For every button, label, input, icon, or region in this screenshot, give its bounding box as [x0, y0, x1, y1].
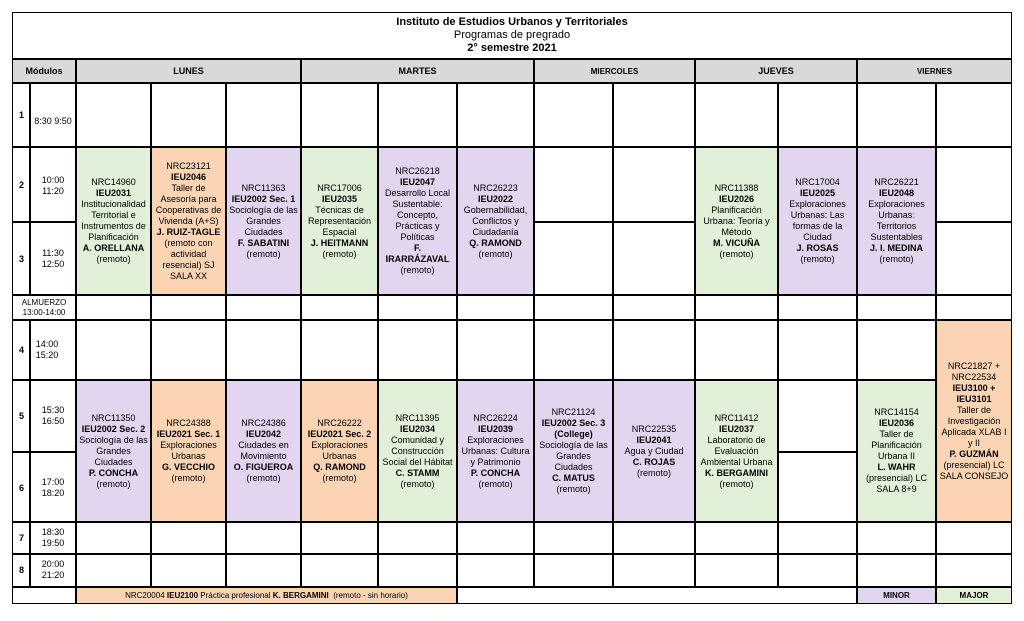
course-block [378, 380, 457, 522]
schedule-cell [778, 295, 857, 320]
course-text [79, 413, 148, 490]
schedule-cell [76, 295, 151, 320]
course-code: IEU2026 [718, 193, 755, 204]
semester-label: 2° semestre 2021 [467, 42, 557, 54]
course-code: IEU2037 [718, 423, 755, 434]
almuerzo-cell [12, 295, 76, 320]
course-prof-last: ORELLANA [94, 243, 145, 253]
course-name: Taller de Asesoría para Cooperativas de Vivienda (A+S) [155, 182, 222, 226]
course-prof-last: SABATINI [247, 237, 290, 248]
course-prof-last: VECCHIO [174, 462, 216, 472]
course-prof-initial: J. [310, 237, 319, 248]
course-mode: (remoto) [246, 473, 281, 483]
course-prof-last: STAMM [407, 467, 440, 478]
module-number: 5 [19, 411, 25, 421]
course-nrc: NRC11395 [395, 412, 440, 423]
course-text [537, 407, 610, 495]
course-nrc: NRC24388 [166, 418, 211, 428]
schedule-cell [378, 83, 457, 147]
schedule-cell [857, 320, 936, 380]
course-name: Exploraciones Urbanas: Territorios Sustentables [868, 199, 925, 242]
schedule-cell [857, 83, 936, 147]
course-prof-last: RAMOND [325, 462, 366, 472]
course-prof-initial: C. [552, 473, 562, 483]
course-prof-initial: F. [413, 243, 421, 253]
schedule-cell [151, 83, 226, 147]
course-text [860, 177, 933, 265]
course-nrc: NRC22535 [631, 423, 677, 434]
course-nrc: NRC21827 + NRC22534 [947, 360, 1001, 382]
course-text [229, 418, 298, 484]
course-block [936, 320, 1012, 522]
course-code: IEU2025 [799, 188, 836, 198]
module-number: 7 [19, 533, 25, 543]
schedule-cell [301, 83, 378, 147]
schedule-cell [151, 522, 226, 554]
schedule-cell [778, 320, 857, 380]
course-text [624, 424, 683, 479]
course-text [154, 161, 223, 282]
course-block [76, 147, 151, 295]
schedule-cell [457, 320, 534, 380]
course-code: IEU2047 [399, 177, 436, 187]
course-mode: (remoto) [246, 248, 281, 259]
schedule-cell [778, 452, 857, 522]
course-name: Laboratorio de Evaluación Ambiental Urbana [700, 434, 773, 467]
course-name: Institucionalidad Territorial e Instrumentos de Planificación [81, 199, 146, 242]
schedule-cell [857, 295, 936, 320]
schedule-cell [936, 83, 1012, 147]
course-text [939, 361, 1009, 482]
module-number: 2 [19, 180, 25, 190]
course-prof-initial: L. [877, 462, 886, 472]
header-martes: MARTES [301, 59, 534, 83]
header-jueves: JUEVES [695, 59, 857, 83]
course-nrc: NRC14960 [91, 177, 136, 187]
course-block [695, 147, 778, 295]
schedule-cell [778, 554, 857, 587]
schedule-cell [613, 295, 695, 320]
module-time: 14:00 15:20 [35, 339, 59, 360]
course-nrc: NRC11363 [241, 182, 286, 193]
course-code: IEU2046 [170, 171, 207, 182]
course-mode: (remoto) [322, 473, 357, 483]
schedule-cell [695, 295, 778, 320]
course-prof-last: IRARRÁZAVAL [385, 254, 450, 264]
course-mode: (remoto) [400, 265, 435, 275]
module-time-cell [30, 83, 76, 147]
schedule-cell [936, 222, 1012, 295]
course-mode: (remoto) [879, 254, 914, 264]
schedule-cell [76, 554, 151, 587]
module-time: 20:00 21:20 [41, 559, 65, 580]
practica-name: Práctica profesional [200, 591, 271, 600]
course-text [460, 183, 531, 260]
practica-code: IEU2100 [166, 591, 199, 600]
schedule-cell [457, 295, 534, 320]
course-name: Desarrollo Local Sustentable: Concepto, Prácticas y Políticas [384, 188, 451, 242]
schedule-cell [936, 554, 1012, 587]
course-code: IEU2036 [878, 418, 915, 428]
legend-major: MAJOR [936, 587, 1012, 604]
schedule-cell [534, 522, 613, 554]
course-nrc: NRC26223 [473, 182, 518, 193]
course-prof-initial: J. [156, 226, 165, 237]
module-time: 15:30 16:50 [41, 405, 65, 426]
course-block [226, 147, 301, 295]
course-name: Exploraciones Urbanas [160, 440, 217, 461]
schedule-cell [301, 522, 378, 554]
schedule-cell [695, 83, 778, 147]
course-prof-initial: F. [237, 237, 245, 248]
schedule-cell [226, 522, 301, 554]
course-prof-initial: G. [161, 462, 172, 472]
course-name: Sociología de las Grandes Ciudades [79, 434, 148, 467]
course-code: IEU3100 + IEU3101 [952, 382, 996, 404]
course-text [304, 183, 375, 260]
module-number: 4 [19, 345, 25, 355]
course-mode: (remoto) [556, 484, 591, 494]
course-nrc: NRC26224 [473, 412, 518, 423]
schedule-cell [151, 295, 226, 320]
course-block [301, 380, 378, 522]
module-number: 1 [19, 110, 25, 120]
course-name: Gobernabilidad, Conflictos y Ciudadanía [463, 204, 528, 237]
course-nrc: NRC11388 [714, 182, 759, 193]
module-time: 10:00 11:20 [41, 175, 65, 196]
course-text [154, 418, 223, 484]
schedule-cell [613, 83, 695, 147]
course-nrc: NRC11412 [714, 412, 759, 423]
schedule-cell [151, 320, 226, 380]
course-prof-initial: P. [949, 448, 957, 459]
course-text [229, 183, 298, 260]
course-prof-last: RUIZ-TAGLE [166, 226, 221, 237]
course-nrc: NRC26222 [317, 418, 362, 428]
course-nrc: NRC26218 [395, 166, 440, 176]
schedule-cell [378, 295, 457, 320]
module-time: 8:30 9:50 [34, 116, 72, 126]
course-code: IEU2035 [321, 193, 358, 204]
course-code: IEU2031 [95, 188, 132, 198]
course-code: IEU2002 Sec. 1 [231, 193, 296, 204]
almuerzo-label: ALMUERZO [21, 297, 67, 307]
course-mode: (remoto) [96, 254, 131, 264]
header-viernes: VIERNES [857, 59, 1012, 83]
schedule-cell [226, 295, 301, 320]
schedule-cell [534, 222, 613, 295]
course-name: Planificación Urbana: Teoría y Método [703, 204, 770, 237]
course-prof-initial: P. [88, 467, 97, 478]
course-prof-initial: C. [395, 467, 405, 478]
course-mode: (remoto) [636, 467, 671, 478]
course-prof-initial: J. I. [869, 243, 885, 253]
course-nrc: NRC14154 [874, 407, 919, 417]
module-time: 18:30 19:50 [41, 527, 65, 548]
header-modulos: Módulos [12, 59, 76, 83]
schedule-cell [778, 522, 857, 554]
course-name: Sociología de las Grandes Ciudades [229, 204, 298, 237]
course-prof-last: MATUS [563, 473, 595, 483]
schedule-cell [695, 554, 778, 587]
course-block [76, 380, 151, 522]
course-name: Exploraciones Urbanas [311, 440, 368, 461]
course-name: Sociología de las Grandes Ciudades [539, 440, 608, 472]
course-prof-initial: K. [704, 467, 714, 478]
course-prof-last: RAMOND [481, 237, 522, 248]
course-nrc: NRC21124 [551, 407, 596, 417]
almuerzo-time: 13:00-14:00 [22, 307, 66, 317]
course-block [226, 380, 301, 522]
schedule-cell [76, 522, 151, 554]
course-code: IEU2002 Sec. 2 [81, 423, 146, 434]
schedule-cell [301, 295, 378, 320]
course-name: Exploraciones Urbanas: Las formas de la Ciudad [789, 199, 846, 242]
course-prof-initial: C. [632, 456, 642, 467]
schedule-cell [613, 522, 695, 554]
course-text [860, 407, 933, 495]
course-code: IEU2002 Sec. 3 (College) [541, 418, 606, 439]
schedule-cell [613, 320, 695, 380]
course-prof-last: CONCHA [98, 467, 139, 478]
page-subtitle: Programas de pregrado [453, 29, 571, 41]
course-text [698, 183, 775, 260]
schedule-cell [778, 380, 857, 452]
course-nrc: NRC24386 [241, 418, 286, 428]
schedule-cell [378, 320, 457, 380]
course-code: IEU2034 [399, 423, 436, 434]
schedule-cell [457, 83, 534, 147]
course-block [857, 380, 936, 522]
course-block [151, 147, 226, 295]
course-prof-last: VICUÑA [725, 237, 761, 248]
course-text [304, 418, 375, 484]
legend-minor: MINOR [857, 587, 936, 604]
course-block [457, 380, 534, 522]
course-mode: (remoto) [478, 248, 513, 259]
course-prof-last: BERGAMINI [716, 467, 768, 478]
course-nrc: NRC23121 [166, 160, 211, 171]
course-block [151, 380, 226, 522]
course-block [457, 147, 534, 295]
course-prof-initial: Q. [469, 237, 479, 248]
footer-blank-cell [457, 587, 857, 604]
schedule-cell [534, 320, 613, 380]
module-number: 3 [19, 254, 25, 264]
course-code: IEU2039 [477, 423, 514, 434]
course-code: IEU2041 [636, 434, 672, 445]
schedule-cell [457, 554, 534, 587]
course-code: IEU2021 Sec. 1 [156, 429, 221, 439]
course-prof-last: WAHR [888, 462, 916, 472]
schedule-cell [226, 320, 301, 380]
course-name: Taller de Planificación Urbana II [871, 429, 922, 461]
schedule-cell [76, 320, 151, 380]
module-number: 8 [19, 565, 25, 575]
title-block [12, 12, 1012, 59]
practica-mode: (remoto - sin horario) [333, 591, 408, 600]
course-prof-last: MEDINA [887, 243, 924, 253]
course-block [857, 147, 936, 295]
course-text [781, 177, 854, 265]
course-mode: (remoto) [719, 248, 754, 259]
course-name: Taller de Investigación Aplicada XLAB I y II [941, 404, 1007, 448]
course-prof-initial: M. [712, 237, 723, 248]
course-prof-last: GUZMÁN [959, 448, 999, 459]
page-title: Instituto de Estudios Urbanos y Territoriales [396, 16, 628, 28]
course-name: Agua y Ciudad [624, 445, 684, 456]
course-name: Técnicas de Representación Espacial [307, 204, 372, 237]
schedule-cell [76, 83, 151, 147]
course-nrc: NRC26221 [874, 177, 919, 187]
schedule-cell [936, 295, 1012, 320]
course-text [698, 413, 775, 490]
course-prof-initial: Q. [313, 462, 323, 472]
course-mode: (remoto) [171, 473, 206, 483]
footer-blank-cell [12, 587, 76, 604]
schedule-cell [613, 554, 695, 587]
schedule-cell [151, 554, 226, 587]
course-text [381, 166, 454, 276]
course-prof-last: ROSAS [806, 243, 839, 253]
course-block [695, 380, 778, 522]
schedule-cell [378, 522, 457, 554]
schedule-cell [534, 83, 613, 147]
course-mode: (remoto) [800, 254, 835, 264]
course-name: Ciudades en Movimiento [238, 440, 289, 461]
course-mode: (remoto) [400, 478, 435, 489]
course-name: Exploraciones Urbanas: Cultura y Patrimonio [461, 434, 530, 467]
course-code: IEU2042 [245, 429, 282, 439]
course-block [301, 147, 378, 295]
course-prof-last: HEITMANN [320, 237, 369, 248]
schedule-cell [613, 147, 695, 222]
schedule-cell [936, 522, 1012, 554]
module-time: 17:00 18:20 [41, 477, 65, 498]
schedule-cell [226, 554, 301, 587]
course-mode: (remoto con actividad resencial) SJ SALA XX [162, 237, 215, 281]
schedule-cell [857, 522, 936, 554]
module-time: 11:30 12:50 [41, 248, 65, 269]
course-nrc: NRC17004 [795, 177, 840, 187]
schedule-cell [695, 522, 778, 554]
schedule-cell [936, 147, 1012, 222]
practica-nrc: NRC20004 [125, 591, 165, 600]
course-mode: (presencial) LC SALA 8+9 [865, 473, 928, 494]
course-prof-last: ROJAS [644, 456, 676, 467]
course-nrc: NRC11350 [91, 412, 136, 423]
schedule-cell [534, 554, 613, 587]
course-mode: (remoto) [719, 478, 754, 489]
course-nrc: NRC17006 [317, 182, 362, 193]
course-text [381, 413, 454, 490]
course-code: IEU2022 [477, 193, 514, 204]
header-lunes: LUNES [76, 59, 301, 83]
course-mode: (presencial) LC SALA CONSEJO [939, 459, 1009, 481]
course-prof-initial: O. [233, 462, 244, 472]
course-block [778, 147, 857, 295]
course-code: IEU2048 [878, 188, 915, 198]
schedule-cell [226, 83, 301, 147]
course-block [613, 380, 695, 522]
course-text [460, 413, 531, 490]
schedule-cell [613, 222, 695, 295]
schedule-cell [301, 320, 378, 380]
course-code: IEU2021 Sec. 2 [307, 429, 372, 439]
course-block [534, 380, 613, 522]
schedule-cell [534, 147, 613, 222]
course-mode: (remoto) [96, 478, 131, 489]
course-mode: (remoto) [478, 478, 513, 489]
schedule-cell [457, 522, 534, 554]
practica-prof: K. BERGAMINI [272, 591, 329, 600]
practica-banner [76, 587, 457, 604]
course-text [79, 177, 148, 265]
schedule-cell [301, 554, 378, 587]
course-prof-initial: J. [796, 243, 804, 253]
schedule-cell [378, 554, 457, 587]
course-block [378, 147, 457, 295]
course-prof-last: CONCHA [480, 467, 521, 478]
header-miercoles: MIERCOLES [534, 59, 695, 83]
schedule-cell [695, 320, 778, 380]
course-prof-last: FIGUEROA [245, 462, 294, 472]
module-number: 6 [19, 483, 25, 493]
schedule-cell [534, 295, 613, 320]
schedule-cell [857, 554, 936, 587]
course-prof-initial: A. [82, 243, 92, 253]
course-name: Comunidad y Construcción Social del Hábitat [382, 434, 453, 467]
course-prof-initial: P. [470, 467, 479, 478]
schedule-cell [778, 83, 857, 147]
course-mode: (remoto) [322, 248, 357, 259]
